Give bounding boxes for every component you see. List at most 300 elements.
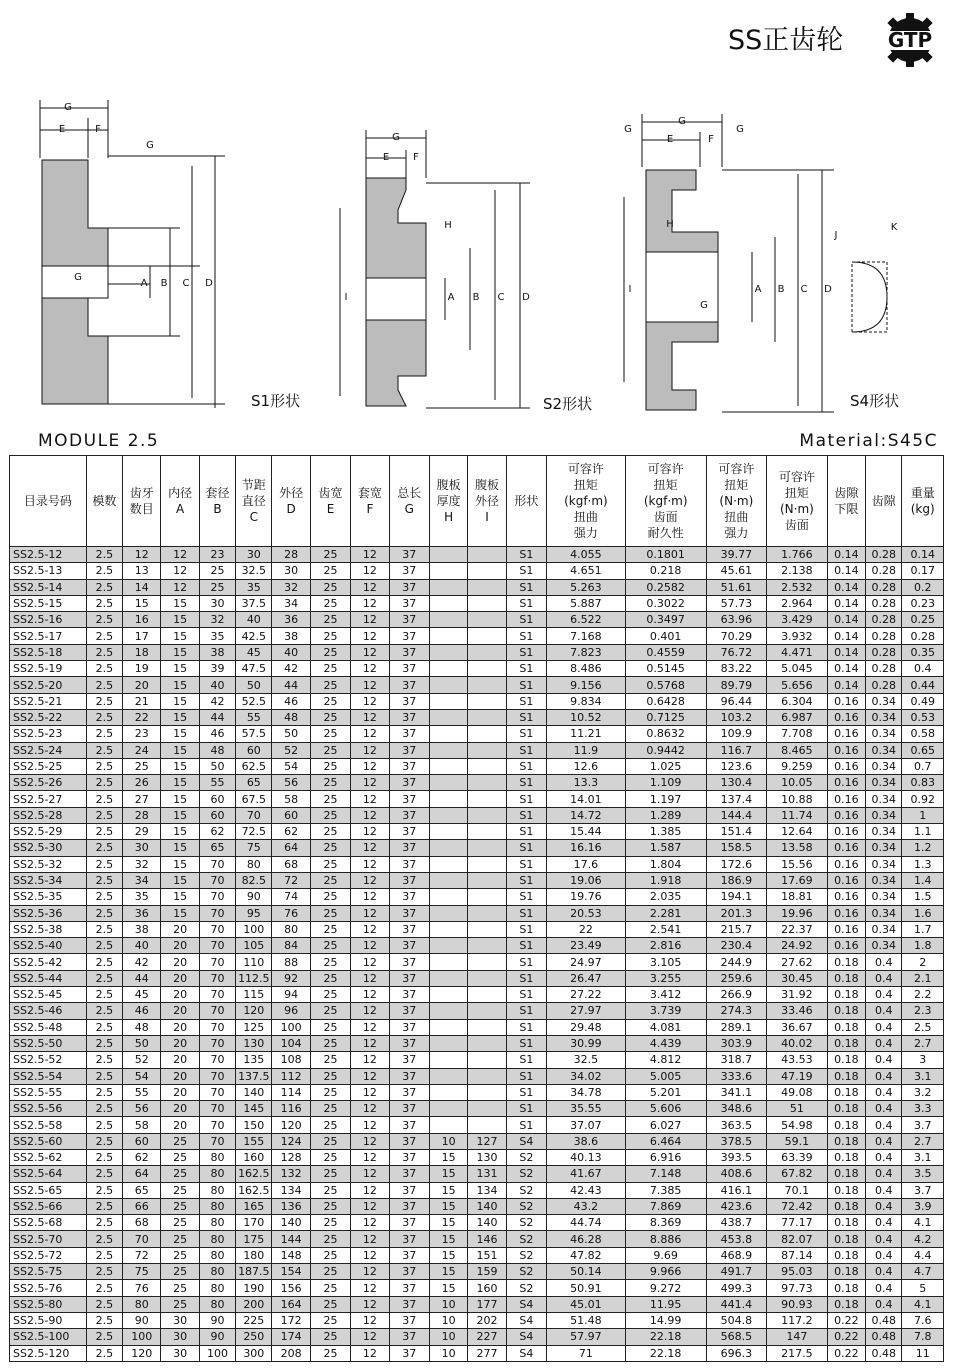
table-cell: 0.9442 (625, 742, 706, 758)
table-cell: 0.4 (866, 1052, 902, 1068)
table-cell: 0.4 (866, 1215, 902, 1231)
column-header-text: 内径 (168, 486, 193, 500)
table-cell: 55 (199, 775, 235, 791)
table-cell: 10 (429, 1312, 467, 1328)
table-cell: 76 (272, 905, 310, 921)
table-cell: 12 (161, 579, 199, 595)
table-cell: SS2.5-44 (10, 970, 87, 986)
table-cell: 7.168 (547, 628, 626, 644)
table-cell: 438.7 (706, 1215, 767, 1231)
table-cell: 1.025 (625, 758, 706, 774)
table-cell: 135 (236, 1052, 272, 1068)
table-cell: 13.58 (767, 840, 828, 856)
table-cell: 25 (199, 563, 235, 579)
table-cell: 20 (161, 938, 199, 954)
column-header-text: 扭曲 (573, 510, 598, 524)
table-cell: 37 (389, 595, 429, 611)
table-row (10, 1247, 944, 1263)
table-cell: 130.4 (706, 775, 767, 791)
table-cell (468, 693, 506, 709)
table-cell: 13 (123, 563, 161, 579)
table-cell: 1.7 (902, 921, 944, 937)
table-cell: 20 (161, 1003, 199, 1019)
table-cell: 25 (310, 1247, 350, 1263)
table-cell (468, 856, 506, 872)
table-cell: 3.2 (902, 1084, 944, 1100)
column-header-text: 耐久性 (647, 526, 684, 540)
svg-text:E: E (382, 152, 390, 163)
table-cell: 25 (161, 1198, 199, 1214)
table-cell: 56 (272, 775, 310, 791)
table-cell: 2.5 (86, 1345, 122, 1361)
table-cell: 0.18 (827, 1215, 865, 1231)
table-cell: 4.1 (902, 1215, 944, 1231)
table-cell: 0.401 (625, 628, 706, 644)
table-cell: 2.281 (625, 905, 706, 921)
table-row (10, 1296, 944, 1312)
table-cell: 0.16 (827, 709, 865, 725)
table-cell: 37 (389, 807, 429, 823)
table-cell: 0.14 (827, 628, 865, 644)
column-header-text: (N·m) (719, 494, 754, 508)
svg-text:I: I (344, 292, 348, 303)
table-cell: 12 (351, 921, 389, 937)
table-cell: 37 (389, 1003, 429, 1019)
table-cell: 333.6 (706, 1068, 767, 1084)
table-cell: 8.465 (767, 742, 828, 758)
table-cell: 190 (236, 1280, 272, 1296)
table-cell: 70 (199, 872, 235, 888)
table-cell: 37 (389, 563, 429, 579)
table-cell: 15 (161, 872, 199, 888)
table-cell: 22.18 (625, 1345, 706, 1361)
table-cell: 4.651 (547, 563, 626, 579)
table-cell (429, 970, 467, 986)
table-cell: 393.5 (706, 1149, 767, 1165)
table-cell: SS2.5-32 (10, 856, 87, 872)
table-cell: 0.18 (827, 1133, 865, 1149)
table-cell: 1.3 (902, 856, 944, 872)
table-cell: 37 (389, 758, 429, 774)
gtp-logo (872, 10, 948, 70)
table-cell: 15 (161, 807, 199, 823)
table-cell (429, 791, 467, 807)
table-cell: 7.823 (547, 644, 626, 660)
table-header-row (10, 456, 944, 547)
table-cell: S1 (506, 1101, 546, 1117)
table-cell: 20 (161, 970, 199, 986)
table-cell: 19.96 (767, 905, 828, 921)
table-row (10, 1329, 944, 1345)
svg-text:G: G (678, 116, 686, 127)
table-cell: 45.61 (706, 563, 767, 579)
table-cell: 300 (236, 1345, 272, 1361)
table-cell: 70 (199, 921, 235, 937)
table-cell: S1 (506, 1052, 546, 1068)
table-cell: 12 (351, 1247, 389, 1263)
table-cell: 80 (272, 921, 310, 937)
table-cell: 0.16 (827, 938, 865, 954)
table-cell: 87.14 (767, 1247, 828, 1263)
table-cell: S1 (506, 954, 546, 970)
table-cell: 80 (236, 856, 272, 872)
table-cell: 318.7 (706, 1052, 767, 1068)
table-cell: 155 (236, 1133, 272, 1149)
table-cell: S1 (506, 758, 546, 774)
table-cell: SS2.5-62 (10, 1149, 87, 1165)
table-cell: 164 (272, 1296, 310, 1312)
table-cell: S1 (506, 905, 546, 921)
table-cell: 52.5 (236, 693, 272, 709)
table-cell: 37 (389, 612, 429, 628)
table-cell: 0.18 (827, 1035, 865, 1051)
column-header-text: 套径 (205, 486, 230, 500)
table-cell: 37 (389, 1198, 429, 1214)
table-cell: 4.1 (902, 1296, 944, 1312)
table-cell: 62 (272, 824, 310, 840)
table-cell: 160 (236, 1149, 272, 1165)
table-cell: 0.14 (827, 579, 865, 595)
table-cell: 17.69 (767, 872, 828, 888)
table-cell: 2.5 (86, 872, 122, 888)
table-row (10, 1345, 944, 1361)
table-cell: 0.16 (827, 742, 865, 758)
table-cell: 80 (123, 1296, 161, 1312)
table-cell (468, 987, 506, 1003)
table-cell: 0.28 (866, 595, 902, 611)
table-cell: 72 (272, 872, 310, 888)
table-cell: 12 (351, 595, 389, 611)
column-header (351, 456, 389, 547)
table-cell: 2.3 (902, 1003, 944, 1019)
table-cell: SS2.5-90 (10, 1312, 87, 1328)
table-cell: 215.7 (706, 921, 767, 937)
table-cell: 2.5 (86, 1296, 122, 1312)
table-cell: S1 (506, 726, 546, 742)
table-cell: SS2.5-40 (10, 938, 87, 954)
table-cell: 32.5 (547, 1052, 626, 1068)
table-cell: 5.005 (625, 1068, 706, 1084)
table-cell (429, 889, 467, 905)
table-cell: 0.2 (902, 579, 944, 595)
table-cell: 25 (310, 693, 350, 709)
table-cell: 70 (199, 938, 235, 954)
table-cell: 2 (902, 954, 944, 970)
svg-text:B: B (777, 284, 785, 295)
table-cell: 2.5 (86, 1052, 122, 1068)
table-cell: 0.18 (827, 954, 865, 970)
table-cell: 25 (310, 921, 350, 937)
table-cell: 14 (123, 579, 161, 595)
table-cell: 12 (351, 693, 389, 709)
table-cell: 25 (161, 1133, 199, 1149)
column-header (123, 456, 161, 547)
table-cell: 70 (199, 987, 235, 1003)
table-cell: 0.14 (827, 612, 865, 628)
table-cell: 15 (429, 1198, 467, 1214)
table-cell: 7.385 (625, 1182, 706, 1198)
table-cell: 0.4 (866, 1035, 902, 1051)
table-cell: 2.5 (86, 1068, 122, 1084)
table-cell (429, 1084, 467, 1100)
table-cell: 70.1 (767, 1182, 828, 1198)
table-cell (429, 775, 467, 791)
column-header (625, 456, 706, 547)
column-header-text: (kgf·m) (564, 494, 608, 508)
table-cell: 37 (389, 1247, 429, 1263)
table-cell: S1 (506, 661, 546, 677)
table-cell: 70 (199, 954, 235, 970)
table-cell (468, 921, 506, 937)
table-cell: 0.18 (827, 1052, 865, 1068)
table-cell: 37 (389, 1296, 429, 1312)
table-cell: SS2.5-42 (10, 954, 87, 970)
table-cell: 12 (123, 547, 161, 563)
table-cell: 2.1 (902, 970, 944, 986)
table-cell: 100 (272, 1019, 310, 1035)
table-cell: S1 (506, 791, 546, 807)
table-cell: 277 (468, 1345, 506, 1361)
table-cell: 24.92 (767, 938, 828, 954)
table-cell: 24 (123, 742, 161, 758)
table-cell (429, 1101, 467, 1117)
svg-text:C: C (497, 292, 505, 303)
table-cell: 0.34 (866, 856, 902, 872)
table-cell: 2.5 (86, 856, 122, 872)
table-cell: SS2.5-64 (10, 1166, 87, 1182)
table-cell: 25 (310, 1231, 350, 1247)
table-cell: 12 (351, 547, 389, 563)
table-cell: 37 (389, 872, 429, 888)
table-cell: SS2.5-24 (10, 742, 87, 758)
table-cell: 0.4 (866, 1247, 902, 1263)
table-cell: 27.62 (767, 954, 828, 970)
table-cell: 2.5 (86, 1215, 122, 1231)
table-cell: 22.37 (767, 921, 828, 937)
table-cell: 0.4 (866, 1003, 902, 1019)
table-cell: 36.67 (767, 1019, 828, 1035)
table-cell: 9.834 (547, 693, 626, 709)
table-cell: 2.5 (86, 1280, 122, 1296)
table-cell: 144 (272, 1231, 310, 1247)
table-cell (429, 628, 467, 644)
table-cell: 0.1801 (625, 547, 706, 563)
table-cell: 100 (123, 1329, 161, 1345)
table-cell: 37 (389, 1329, 429, 1345)
table-cell: 0.16 (827, 775, 865, 791)
table-cell: 70 (199, 1068, 235, 1084)
table-cell: 0.28 (866, 628, 902, 644)
table-cell: 4.812 (625, 1052, 706, 1068)
table-cell: 6.464 (625, 1133, 706, 1149)
table-row (10, 1052, 944, 1068)
table-cell (468, 824, 506, 840)
table-cell: 37 (389, 726, 429, 742)
table-row (10, 579, 944, 595)
svg-text:B: B (472, 292, 480, 303)
table-cell: SS2.5-100 (10, 1329, 87, 1345)
table-cell: 187.5 (236, 1264, 272, 1280)
column-header (236, 456, 272, 547)
table-cell: 0.4 (866, 1084, 902, 1100)
table-cell: 2.5 (86, 1247, 122, 1263)
table-cell: 12 (351, 661, 389, 677)
table-cell: 200 (236, 1296, 272, 1312)
table-cell: 0.16 (827, 807, 865, 823)
table-cell: 25 (310, 872, 350, 888)
table-cell: 177 (468, 1296, 506, 1312)
table-cell: 15 (161, 742, 199, 758)
table-cell: 50 (199, 758, 235, 774)
table-cell: 2.5 (86, 726, 122, 742)
table-cell: 136 (272, 1198, 310, 1214)
table-cell: 7.869 (625, 1198, 706, 1214)
table-cell: 44 (272, 677, 310, 693)
table-cell: S1 (506, 856, 546, 872)
table-cell: 2.5 (86, 742, 122, 758)
table-cell: 82.07 (767, 1231, 828, 1247)
table-cell (468, 970, 506, 986)
table-cell: 30.45 (767, 970, 828, 986)
table-cell: 60 (272, 807, 310, 823)
table-cell: 0.18 (827, 1149, 865, 1165)
table-row (10, 987, 944, 1003)
table-row (10, 1215, 944, 1231)
column-header-text: G (404, 502, 414, 516)
table-row (10, 1231, 944, 1247)
table-cell: 18.81 (767, 889, 828, 905)
table-cell: 348.6 (706, 1101, 767, 1117)
table-cell: 67.5 (236, 791, 272, 807)
table-cell: SS2.5-46 (10, 1003, 87, 1019)
table-cell: 423.6 (706, 1198, 767, 1214)
table-cell: 37 (389, 1133, 429, 1149)
table-cell: S1 (506, 840, 546, 856)
table-row (10, 905, 944, 921)
table-cell: 12 (351, 579, 389, 595)
table-cell: 0.4 (866, 1280, 902, 1296)
table-cell: S1 (506, 1117, 546, 1133)
table-cell: SS2.5-80 (10, 1296, 87, 1312)
table-cell: 58 (123, 1117, 161, 1133)
table-cell (429, 921, 467, 937)
table-cell: 0.4 (866, 1182, 902, 1198)
table-cell: SS2.5-70 (10, 1231, 87, 1247)
table-cell: SS2.5-30 (10, 840, 87, 856)
table-cell: 145 (236, 1101, 272, 1117)
column-header-text: 可容许 (778, 470, 815, 484)
table-cell: 37 (389, 1182, 429, 1198)
table-cell: 52 (123, 1052, 161, 1068)
table-cell: 28 (123, 807, 161, 823)
table-cell: 25 (310, 709, 350, 725)
table-cell: S1 (506, 628, 546, 644)
table-cell (468, 791, 506, 807)
table-cell: 20 (161, 954, 199, 970)
table-cell: 15 (161, 612, 199, 628)
table-cell: 2.5 (86, 840, 122, 856)
table-cell: 25 (310, 742, 350, 758)
table-cell: 0.4 (866, 1019, 902, 1035)
table-cell: 12 (351, 677, 389, 693)
column-header-text: D (286, 502, 296, 516)
table-cell: 65 (236, 775, 272, 791)
table-cell: 20 (161, 1052, 199, 1068)
table-row (10, 889, 944, 905)
table-cell: 208 (272, 1345, 310, 1361)
table-cell: SS2.5-12 (10, 547, 87, 563)
table-cell: 32 (272, 579, 310, 595)
table-cell: 25 (310, 644, 350, 660)
table-cell: 37 (389, 1035, 429, 1051)
table-cell (468, 579, 506, 595)
table-cell: 230.4 (706, 938, 767, 954)
table-cell: 57.5 (236, 726, 272, 742)
table-cell (429, 612, 467, 628)
table-cell: 37 (389, 1117, 429, 1133)
table-cell: 26.47 (547, 970, 626, 986)
table-cell: S4 (506, 1345, 546, 1361)
table-cell: 25 (161, 1149, 199, 1165)
table-cell: 159 (468, 1264, 506, 1280)
table-cell: 0.16 (827, 791, 865, 807)
svg-text:H: H (666, 219, 674, 230)
table-cell: 0.3022 (625, 595, 706, 611)
column-header-text: 齿面 (653, 510, 678, 524)
table-cell: 0.18 (827, 970, 865, 986)
table-cell: 11.95 (625, 1296, 706, 1312)
table-cell: 25 (310, 1149, 350, 1165)
table-cell: 2.5 (86, 628, 122, 644)
table-cell: 116 (272, 1101, 310, 1117)
table-cell: 37 (389, 1052, 429, 1068)
table-row (10, 1084, 944, 1100)
table-cell: 15 (161, 661, 199, 677)
table-cell: 15 (161, 628, 199, 644)
table-cell: 37 (389, 938, 429, 954)
table-cell: 3 (902, 1052, 944, 1068)
table-cell: SS2.5-21 (10, 693, 87, 709)
table-cell: S1 (506, 595, 546, 611)
table-cell: 19 (123, 661, 161, 677)
table-cell: 0.28 (866, 644, 902, 660)
table-cell: 12 (351, 1084, 389, 1100)
column-header-text: 强力 (573, 526, 598, 540)
table-cell: S1 (506, 824, 546, 840)
column-header-text: 扭矩 (653, 478, 678, 492)
column-header-text: 目录号码 (23, 494, 72, 508)
table-cell: 37 (389, 579, 429, 595)
table-cell: 37 (389, 628, 429, 644)
table-cell: 140 (468, 1198, 506, 1214)
table-cell (429, 987, 467, 1003)
table-cell: 25 (161, 1215, 199, 1231)
table-row (10, 726, 944, 742)
table-cell: 11 (902, 1345, 944, 1361)
table-cell: 2.5 (86, 612, 122, 628)
table-cell: 82.5 (236, 872, 272, 888)
table-cell: 48 (123, 1019, 161, 1035)
table-cell: 2.138 (767, 563, 828, 579)
table-cell: 12 (351, 726, 389, 742)
table-cell: 70 (236, 807, 272, 823)
table-cell: 12 (351, 905, 389, 921)
table-cell: SS2.5-68 (10, 1215, 87, 1231)
table-cell: 42 (272, 661, 310, 677)
table-cell: 28 (272, 547, 310, 563)
table-cell: 2.5 (86, 1133, 122, 1149)
table-cell: 89.79 (706, 677, 767, 693)
